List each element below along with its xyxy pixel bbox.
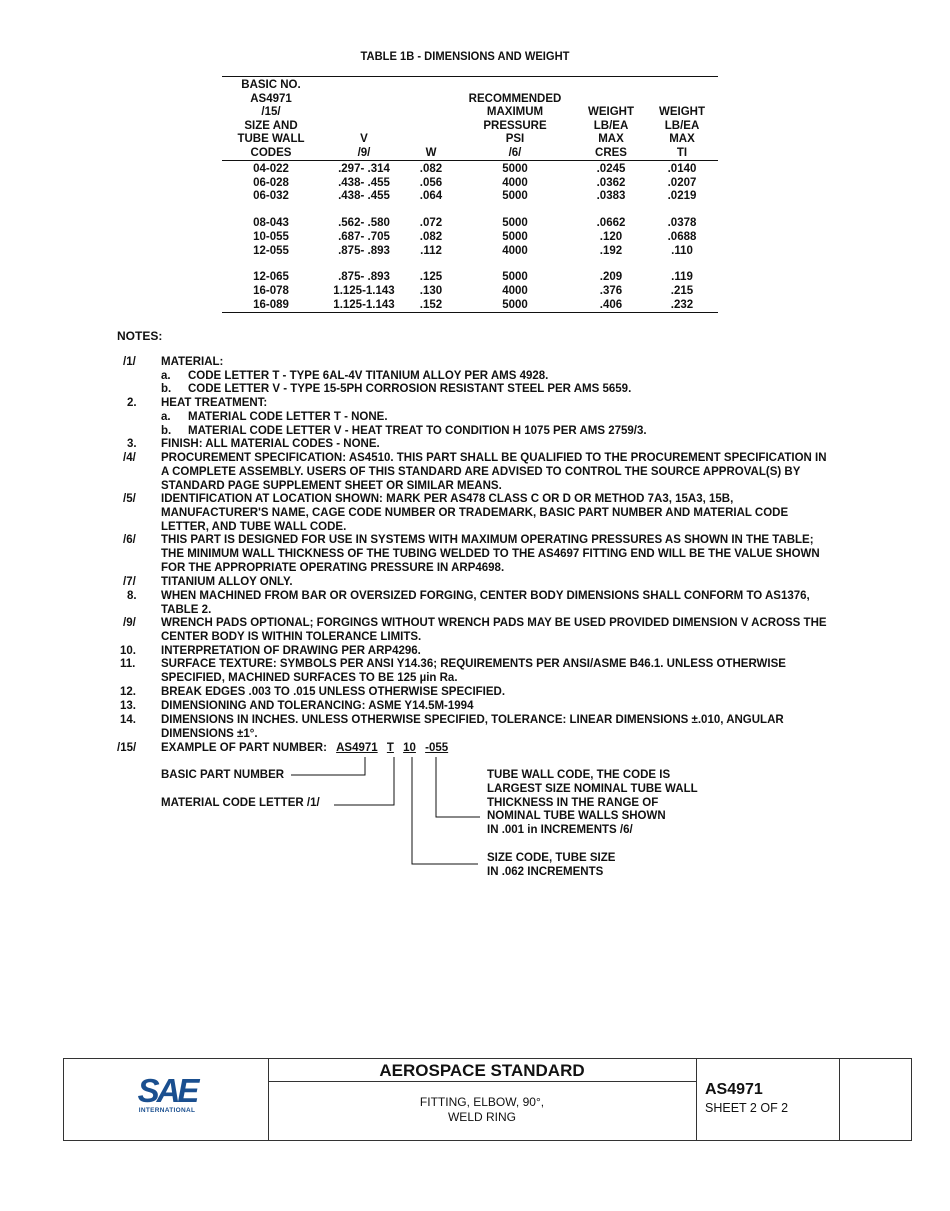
callout-size-code: SIZE CODE, TUBE SIZE IN .062 INCREMENTS — [487, 852, 616, 878]
table-cell: .056 — [419, 176, 443, 189]
note-subitem-text: CODE LETTER V - TYPE 15-5PH CORROSION RESISTANT STEEL PER AMS 5659. — [188, 383, 632, 395]
table-cell: .562- .580 — [338, 217, 390, 230]
table-cell: 06-032 — [253, 190, 289, 203]
document-number: AS4971 — [705, 1081, 763, 1098]
note-text: WRENCH PADS OPTIONAL; FORGINGS WITHOUT WRENCH PADS MAY BE USED PROVIDED DIMENSION V ACROSS THE CENTER BODY IS WITHIN TOLERANCE LIMITS. — [161, 617, 827, 643]
note-text: BREAK EDGES .003 TO .015 UNLESS OTHERWISE SPECIFIED. — [161, 686, 506, 698]
table-cell: .152 — [419, 298, 443, 311]
note-number: 12. — [120, 686, 136, 698]
table-cell: 5000 — [502, 217, 528, 230]
note-subitem-letter: b. — [161, 425, 172, 437]
table-cell: .0383 — [596, 190, 626, 203]
part-material: T — [386, 742, 394, 754]
table-cell: .110 — [671, 244, 693, 257]
part-base: AS4971 — [336, 742, 378, 754]
note-number: /4/ — [123, 452, 136, 464]
table-cell: 4000 — [502, 176, 528, 189]
callout-material-code: MATERIAL CODE LETTER /1/ — [161, 797, 320, 809]
table-cell: .0362 — [596, 176, 626, 189]
table-cell: 16-078 — [253, 284, 289, 297]
table-cell: 1.125-1.143 — [333, 298, 395, 311]
note-number: 14. — [120, 714, 136, 726]
header-weight-cres: WEIGHT LB/EA MAX CRES — [576, 77, 646, 161]
table-cell: .192 — [599, 244, 623, 257]
table-cell: .120 — [599, 230, 623, 243]
header-w: W — [408, 77, 454, 161]
note-number: 11. — [120, 658, 136, 670]
table-cell: .125 — [419, 271, 443, 284]
table-cell: 5000 — [502, 271, 528, 284]
note-subitem-text: MATERIAL CODE LETTER V - HEAT TREAT TO CONDITION H 1075 PER AMS 2759/3. — [188, 425, 647, 437]
table-cell: .0662 — [596, 217, 626, 230]
table-cell: .0378 — [667, 217, 697, 230]
part-size: 10 — [403, 742, 416, 754]
note-text: FINISH: ALL MATERIAL CODES - NONE. — [161, 438, 380, 450]
header-v: V /9/ — [320, 77, 408, 161]
table-cell: 5000 — [502, 190, 528, 203]
table-cell: 5000 — [502, 163, 528, 175]
table-cell: 06-028 — [253, 176, 289, 189]
sheet-number: SHEET 2 OF 2 — [705, 1101, 789, 1115]
note-subitem-letter: b. — [161, 383, 172, 395]
note-text: PROCUREMENT SPECIFICATION: AS4510. THIS PART SHALL BE QUALIFIED TO THE PROCUREMENT SPECIFICATION IN A COMPLETE ASSEMBLY. USERS OF THIS STANDARD ARE ADVISED TO CONTROL THE SOURCE APPROVAL(S) BY STANDARD PAGE SUPPLEMENT SHEET OR SIMILAR MEANS. — [161, 452, 827, 492]
note-text: TITANIUM ALLOY ONLY. — [161, 576, 293, 588]
table-cell: 08-043 — [253, 217, 289, 230]
table-cell: .875- .893 — [338, 271, 390, 284]
sae-logo — [134, 1072, 200, 1114]
note-text: MATERIAL: — [161, 356, 224, 368]
note-number: /15/ — [117, 742, 137, 754]
table-cell: .130 — [419, 284, 443, 297]
description-line-2: WELD RING — [447, 1110, 516, 1124]
table-cell: 5000 — [502, 298, 528, 311]
callout-tube-wall-code: TUBE WALL CODE, THE CODE IS LARGEST SIZE NOMINAL TUBE WALL THICKNESS IN THE RANGE OF NOMINAL TUBE WALLS SHOWN IN .001 in INCREMENTS /6/ — [487, 769, 698, 837]
description-line-1: FITTING, ELBOW, 90°, — [419, 1095, 545, 1109]
part-description — [268, 1082, 696, 1140]
table-cell: .215 — [670, 284, 694, 297]
header-weight-ti: WEIGHT LB/EA MAX TI — [646, 77, 718, 161]
table-cell: .438- .455 — [338, 176, 390, 189]
sae-logo-text: SAE — [137, 1072, 197, 1109]
note-text: DIMENSIONING AND TOLERANCING: ASME Y14.5M-1994 — [161, 700, 474, 712]
standard-heading: AEROSPACE STANDARD — [268, 1059, 696, 1082]
note-text: DIMENSIONS IN INCHES. UNLESS OTHERWISE SPECIFIED, TOLERANCE: LINEAR DIMENSIONS ±.010, ANGULAR DIMENSIONS ±1°. — [161, 714, 784, 740]
table-cell: .072 — [419, 217, 443, 230]
table-cell: 04-022 — [253, 163, 289, 175]
note-number: 8. — [127, 590, 137, 602]
note-number: 2. — [127, 397, 137, 409]
table-cell: .406 — [599, 298, 623, 311]
note-number: /1/ — [123, 356, 136, 368]
note-text: SURFACE TEXTURE: SYMBOLS PER ANSI Y14.36; REQUIREMENTS PER ANSI/ASME B46.1. UNLESS OTHERWISE SPECIFIED, MACHINED SURFACES TO BE 125 µin Ra. — [161, 658, 786, 684]
note-text: WHEN MACHINED FROM BAR OR OVERSIZED FORGING, CENTER BODY DIMENSIONS SHALL CONFORM TO AS1376, TABLE 2. — [161, 590, 810, 616]
title-block-divider — [696, 1059, 697, 1140]
table-cell: 12-065 — [253, 271, 289, 284]
table-cell: 5000 — [502, 230, 528, 243]
note-number: /5/ — [123, 493, 136, 505]
note-number: /9/ — [123, 617, 136, 629]
sae-logo-subtext: INTERNATIONAL — [138, 1107, 196, 1114]
table-cell: .875- .893 — [338, 244, 390, 257]
callout-basic-part-number: BASIC PART NUMBER — [161, 769, 285, 781]
table-cell: .232 — [670, 298, 694, 311]
title-block-divider — [839, 1059, 840, 1140]
table-cell: 1.125-1.143 — [333, 284, 395, 297]
table-cell: .119 — [671, 271, 693, 284]
header-basic-no: BASIC NO. AS4971 /15/ SIZE AND TUBE WALL CODES — [222, 77, 320, 161]
table-cell: .082 — [419, 163, 443, 175]
note-text: HEAT TREATMENT: — [161, 397, 268, 409]
table-cell: .687- .705 — [338, 230, 390, 243]
table-cell: .082 — [419, 230, 443, 243]
note-text: INTERPRETATION OF DRAWING PER ARP4296. — [161, 645, 421, 657]
table-cell: .376 — [599, 284, 623, 297]
table-cell: .297- .314 — [338, 163, 390, 175]
table-cell: .064 — [419, 190, 443, 203]
table-cell: 4000 — [502, 284, 528, 297]
note-number: /7/ — [123, 576, 136, 588]
part-wall: -055 — [425, 742, 449, 754]
table-cell: 10-055 — [253, 230, 289, 243]
note-subitem-letter: a. — [161, 411, 171, 423]
table-title: TABLE 1B - DIMENSIONS AND WEIGHT — [360, 49, 570, 63]
note-subitem-letter: a. — [161, 370, 171, 382]
table-cell: .0219 — [667, 190, 697, 203]
notes-heading: NOTES: — [117, 329, 163, 343]
table-cell: .438- .455 — [338, 190, 390, 203]
example-label: EXAMPLE OF PART NUMBER: — [161, 742, 327, 754]
note-subitem-text: CODE LETTER T - TYPE 6AL-4V TITANIUM ALLOY PER AMS 4928. — [188, 370, 549, 382]
table-cell: .0207 — [667, 176, 697, 189]
table-cell: 12-055 — [253, 244, 289, 257]
table-cell: .0140 — [667, 163, 697, 175]
note-number: 13. — [120, 700, 136, 712]
table-cell: 16-089 — [253, 298, 289, 311]
table-cell: .0245 — [596, 163, 626, 175]
note-number: 10. — [120, 645, 136, 657]
title-block — [63, 1058, 912, 1141]
table-cell: .0688 — [667, 230, 697, 243]
note-number: 3. — [127, 438, 137, 450]
note-subitem-text: MATERIAL CODE LETTER T - NONE. — [188, 411, 388, 423]
table-cell: .112 — [420, 244, 442, 257]
table-cell: .209 — [599, 271, 623, 284]
note-number: /6/ — [123, 534, 136, 546]
table-cell: 4000 — [502, 244, 528, 257]
note-text: THIS PART IS DESIGNED FOR USE IN SYSTEMS WITH MAXIMUM OPERATING PRESSURES AS SHOWN IN THE TABLE; THE MINIMUM WALL THICKNESS OF THE TUBING WELDED TO THE AS4697 FITTING END WILL BE THE VALUE SHOWN FOR THE APPROPRIATE OPERATING PRESSURE IN ARP4698. — [161, 534, 820, 574]
header-pressure: RECOMMENDED MAXIMUM PRESSURE PSI /6/ — [454, 77, 576, 161]
note-text: IDENTIFICATION AT LOCATION SHOWN: MARK PER AS478 CLASS C OR D OR METHOD 7A3, 15A3, 15B, MANUFACTURER'S NAME, CAGE CODE NUMBER OR TRADEMARK, BASIC PART NUMBER AND MATERIAL CODE LETTER, AND TUBE WALL CODE. — [161, 493, 789, 533]
